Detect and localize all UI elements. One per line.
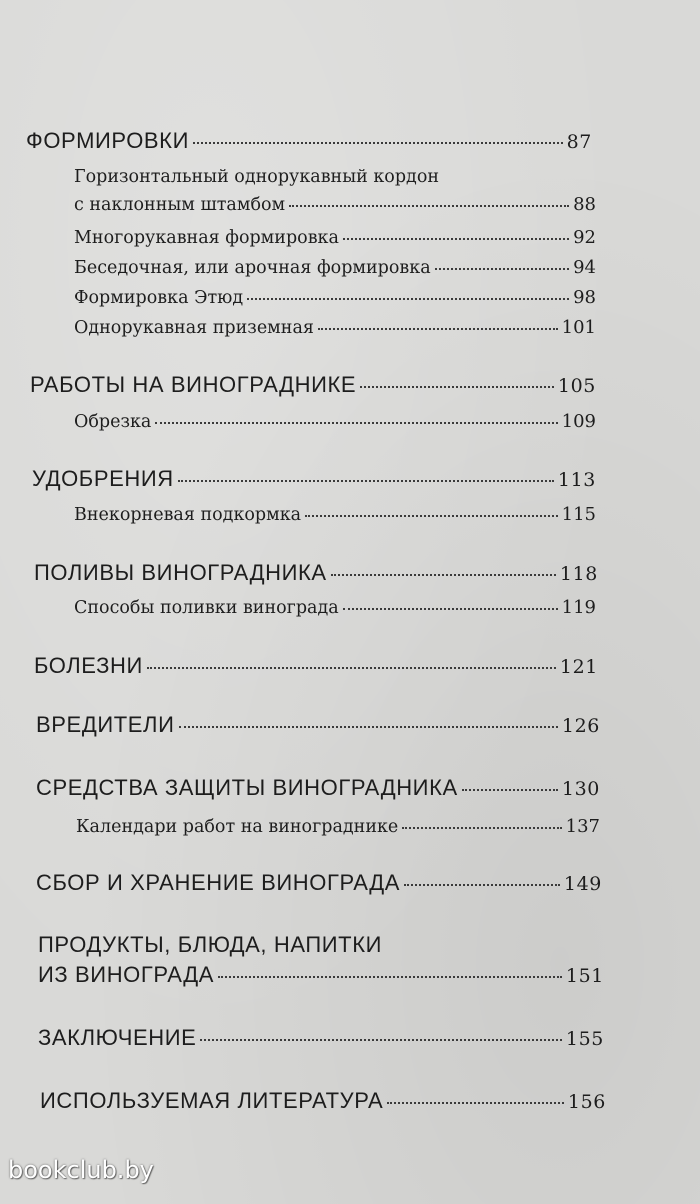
toc-entry-formirovki[interactable] [26, 128, 592, 154]
toc-page-number: 130 [561, 778, 600, 800]
toc-entry-mnogorukavnaya[interactable] [74, 227, 596, 248]
toc-page-number: 156 [567, 1091, 606, 1113]
toc-entry-title: Обрезка [74, 412, 152, 432]
dot-leader [155, 422, 557, 424]
toc-page-number: 92 [573, 227, 596, 248]
dot-leader [343, 608, 558, 610]
dot-leader [404, 884, 560, 886]
dot-leader [218, 976, 562, 978]
toc-entry-title: РАБОТЫ НА ВИНОГРАДНИКЕ [30, 372, 357, 397]
toc-entry-title: ИЗ ВИНОГРАДА [38, 962, 214, 987]
dot-leader [462, 789, 558, 791]
dot-leader [193, 142, 563, 144]
toc-entry-kalendari[interactable] [76, 816, 600, 837]
toc-entry-besedochnaya[interactable] [74, 257, 596, 278]
toc-entry-vnekornevaya[interactable] [74, 504, 596, 525]
toc-entry-title: ФОРМИРОВКИ [26, 128, 190, 153]
watermark: bookclub.by [8, 1156, 154, 1184]
toc-entry-sposoby[interactable] [74, 597, 596, 618]
dot-leader [147, 667, 556, 669]
toc-page-number: 94 [573, 257, 596, 278]
toc-page-number: 118 [559, 563, 598, 585]
dot-leader [343, 238, 569, 240]
toc-entry-title-line1: Горизонтальный однорукавный кордон [74, 167, 440, 187]
toc-page-number: 98 [573, 287, 596, 308]
dot-leader [200, 1039, 562, 1041]
toc-entry-title: Способы поливки винограда [74, 598, 339, 618]
dot-leader [318, 328, 558, 330]
toc-entry-polivy[interactable] [34, 560, 598, 586]
toc-page-number: 113 [557, 469, 596, 491]
dot-leader [289, 205, 569, 207]
toc-entry-title: Внекорневая подкормка [74, 505, 302, 525]
toc-entry-bolezni[interactable] [34, 653, 598, 679]
toc-page-number: 87 [566, 131, 592, 153]
toc-entry-sredstva[interactable] [36, 775, 600, 801]
toc-entry-title: ВРЕДИТЕЛИ [36, 712, 175, 737]
toc-entry-zaklyuchenie[interactable] [38, 1025, 604, 1051]
toc-page-number: 121 [559, 656, 598, 678]
toc-page-number: 126 [561, 715, 600, 737]
toc-page-number: 109 [561, 411, 596, 432]
toc-entry-odnorukavnaya[interactable] [74, 317, 596, 338]
toc-entry-title: Беседочная, или арочная формировка [74, 258, 431, 278]
dot-leader [435, 268, 569, 270]
dot-leader [305, 515, 558, 517]
toc-entry-sbor[interactable] [36, 870, 602, 896]
toc-entry-obrezka[interactable] [74, 411, 596, 432]
toc-page-number: 149 [563, 873, 602, 895]
dot-leader [179, 726, 558, 728]
toc-entry-title: Формировка Этюд [74, 288, 244, 308]
toc-entry-title-line1: ПРОДУКТЫ, БЛЮДА, НАПИТКИ [38, 932, 383, 957]
toc-entry-udobreniya[interactable] [32, 466, 596, 492]
toc-entry-title: ЗАКЛЮЧЕНИЕ [38, 1025, 197, 1050]
toc-entry-etud[interactable] [74, 287, 596, 308]
toc-entry-title: УДОБРЕНИЯ [32, 466, 174, 491]
toc-page-number: 155 [565, 1028, 604, 1050]
toc-entry-title: ИСПОЛЬЗУЕМАЯ ЛИТЕРАТУРА [40, 1088, 384, 1113]
dot-leader [247, 298, 569, 300]
toc-page-number: 151 [565, 965, 604, 987]
toc-entry-title: Календари работ на винограднике [76, 817, 399, 837]
toc-entry-title: Многорукавная формировка [74, 228, 339, 248]
toc-page-number: 119 [561, 597, 596, 618]
toc-entry-title: СБОР И ХРАНЕНИЕ ВИНОГРАДА [36, 870, 401, 895]
toc-entry-title: СРЕДСТВА ЗАЩИТЫ ВИНОГРАДНИКА [36, 775, 458, 800]
toc-page-number: 137 [565, 816, 600, 837]
dot-leader [402, 827, 561, 829]
toc-entry-title: Однорукавная приземная [74, 318, 314, 338]
toc-entry-vrediteli[interactable] [36, 712, 600, 738]
toc-page-number: 105 [557, 375, 596, 397]
toc-entry-raboty[interactable] [30, 372, 596, 398]
dot-leader [387, 1102, 564, 1104]
toc-entry-produkty[interactable] [38, 962, 604, 988]
toc-entry-title: с наклонным штамбом [74, 195, 286, 215]
toc-entry-title: БОЛЕЗНИ [34, 653, 143, 678]
toc-entry-literatura[interactable] [40, 1088, 606, 1114]
dot-leader [360, 386, 554, 388]
dot-leader [178, 480, 554, 482]
toc-page-number: 88 [573, 194, 596, 215]
toc-page-number: 115 [561, 504, 596, 525]
toc-entry-gorizontal[interactable] [74, 194, 596, 215]
toc-entry-title: ПОЛИВЫ ВИНОГРАДНИКА [34, 560, 327, 585]
toc-page-number: 101 [561, 317, 596, 338]
dot-leader [331, 574, 556, 576]
